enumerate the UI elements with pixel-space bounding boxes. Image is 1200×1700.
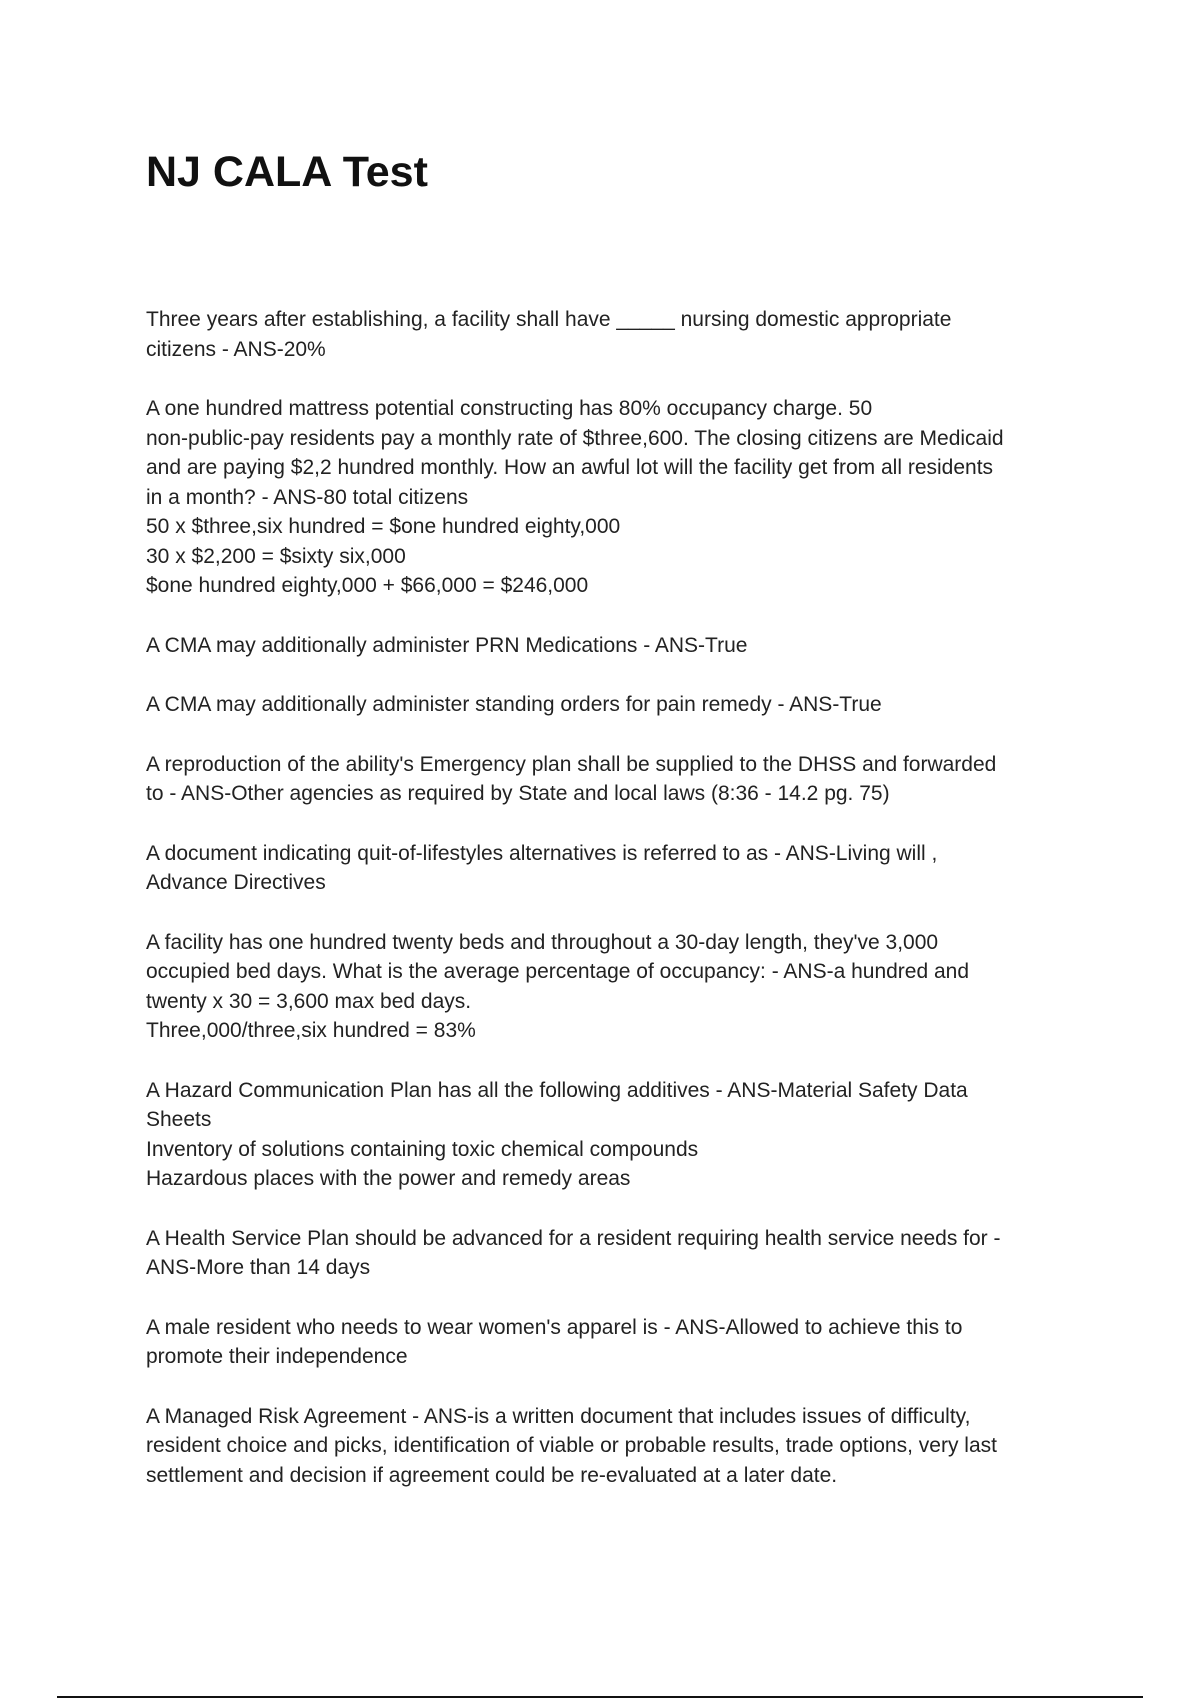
- qa-text-line: promote their independence: [146, 1345, 408, 1368]
- qa-text-line: A document indicating quit-of-lifestyles alternatives is referred to as - ANS-Living will ,: [146, 841, 938, 865]
- qa-text-line: twenty x 30 = 3,600 max bed days.: [146, 989, 472, 1013]
- qa-text-line: A male resident who needs to wear women's apparel is - ANS-Allowed to achieve this to: [146, 1315, 963, 1339]
- qa-text-line: and are paying $2,2 hundred monthly. How an awful lot will the facility get from all residents: [146, 456, 994, 479]
- qa-item: [146, 1076, 1066, 1194]
- document-title: NJ CALA Test: [146, 148, 428, 196]
- qa-text-line: Three years after establishing, a facility shall have _____ nursing domestic appropriate: [146, 308, 952, 331]
- qa-text-line: to - ANS-Other agencies as required by State and local laws (8:36 - 14.2 pg. 75): [146, 782, 890, 805]
- qa-text-line: ANS-More than 14 days: [146, 1256, 371, 1279]
- qa-text-line: A Managed Risk Agreement - ANS-is a written document that includes issues of difficulty,: [146, 1404, 971, 1428]
- qa-text-line: A Health Service Plan should be advanced for a resident requiring health service needs for -: [146, 1226, 1001, 1250]
- qa-item: [146, 394, 1066, 601]
- qa-text-line: Sheets: [146, 1108, 212, 1131]
- qa-text-line: 50 x $three,six hundred = $one hundred eighty,000: [146, 515, 621, 538]
- qa-item: [146, 1313, 1066, 1372]
- qa-text-line: settlement and decision if agreement could be re-evaluated at a later date.: [146, 1463, 838, 1487]
- qa-text-line: citizens - ANS-20%: [146, 337, 326, 361]
- qa-item: [146, 1402, 1066, 1491]
- qa-text-line: A CMA may additionally administer standing orders for pain remedy - ANS-True: [146, 693, 882, 716]
- bottom-divider: [57, 1696, 1143, 1698]
- qa-item: [146, 305, 1066, 364]
- qa-text-line: Advance Directives: [146, 871, 326, 894]
- qa-text-line: Three,000/three,six hundred = 83%: [146, 1019, 476, 1042]
- qa-text-line: 30 x $2,200 = $sixty six,000: [146, 544, 406, 568]
- qa-text-line: A reproduction of the ability's Emergency plan shall be supplied to the DHSS and forwarded: [146, 752, 997, 776]
- qa-text-line: in a month? - ANS-80 total citizens: [146, 485, 469, 509]
- qa-text-line: $one hundred eighty,000 + $66,000 = $246,000: [146, 574, 589, 597]
- qa-list: [146, 305, 1066, 1520]
- qa-item: [146, 928, 1066, 1046]
- qa-item: [146, 631, 1066, 661]
- qa-item: [146, 690, 1066, 720]
- qa-text-line: resident choice and picks, identification of viable or probable results, trade options, very last: [146, 1434, 997, 1457]
- qa-item: [146, 750, 1066, 809]
- qa-text-line: Inventory of solutions containing toxic chemical compounds: [146, 1137, 699, 1161]
- qa-item: [146, 839, 1066, 898]
- qa-text-line: non-public-pay residents pay a monthly rate of $three,600. The closing citizens are Medicaid: [146, 426, 1004, 450]
- qa-text-line: Hazardous places with the power and remedy areas: [146, 1167, 631, 1190]
- qa-text-line: A Hazard Communication Plan has all the following additives - ANS-Material Safety Data: [146, 1078, 968, 1102]
- qa-text-line: A one hundred mattress potential constructing has 80% occupancy charge. 50: [146, 397, 873, 420]
- qa-text-line: A CMA may additionally administer PRN Medications - ANS-True: [146, 633, 748, 657]
- qa-text-line: occupied bed days. What is the average percentage of occupancy: - ANS-a hundred and: [146, 960, 970, 983]
- qa-text-line: A facility has one hundred twenty beds and throughout a 30-day length, they've 3,000: [146, 930, 939, 954]
- qa-item: [146, 1224, 1066, 1283]
